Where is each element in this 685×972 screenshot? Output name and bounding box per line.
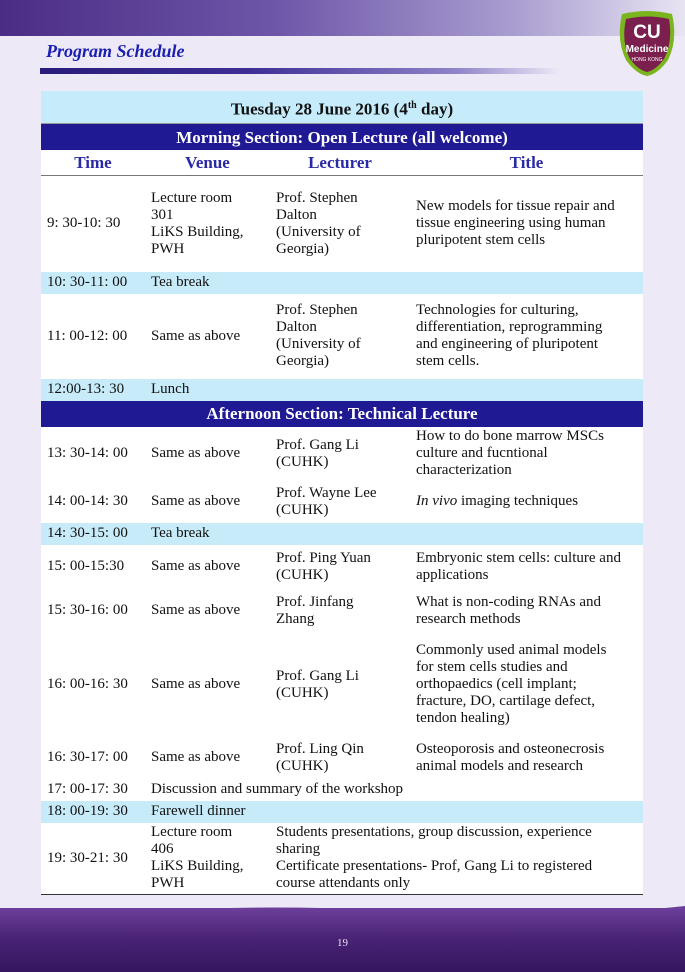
- time-cell: 14: 00-14: 30: [41, 481, 145, 523]
- title-cell: In vivo imaging techniques: [410, 481, 643, 523]
- time-cell: 17: 00-17: 30: [41, 779, 145, 801]
- lecturer-cell: Prof. Stephen Dalton (University of Georgia): [270, 176, 410, 272]
- schedule-row: [41, 779, 643, 801]
- title-cell: Commonly used animal models for stem cells studies and orthopaedics (cell implant; fracture, DO, cartilage defect, tendon healing): [410, 633, 643, 737]
- time-cell: 14: 30-15: 00: [41, 523, 145, 545]
- time-cell: 13: 30-14: 00: [41, 427, 145, 481]
- afternoon-section-row: [41, 401, 643, 427]
- page-number: 19: [337, 937, 348, 949]
- schedule-table: [41, 91, 643, 895]
- time-cell: 12:00-13: 30: [41, 379, 145, 401]
- schedule-row: [41, 176, 643, 272]
- break-label: Tea break: [145, 272, 643, 294]
- column-header-row: [41, 150, 643, 176]
- col-lecturer-header: Lecturer: [270, 150, 410, 176]
- venue-cell: Same as above: [145, 294, 270, 379]
- time-cell: 15: 00-15:30: [41, 545, 145, 589]
- lecturer-cell: Prof. Ling Qin (CUHK): [270, 737, 410, 779]
- break-label: Farewell dinner: [145, 801, 643, 823]
- logo-medicine-text: Medicine: [625, 44, 669, 55]
- venue-cell: Lecture room 406 LiKS Building, PWH: [145, 823, 270, 895]
- title-underline: [40, 68, 560, 74]
- logo-hongkong-text: HONG KONG: [631, 57, 663, 63]
- time-cell: 18: 00-19: 30: [41, 801, 145, 823]
- lecturer-cell: Prof. Gang Li (CUHK): [270, 633, 410, 737]
- title-cell: How to do bone marrow MSCs culture and fucntional characterization: [410, 427, 643, 481]
- day-title: Tuesday 28 June 2016 (4th day): [41, 91, 643, 124]
- cu-medicine-logo: [614, 10, 680, 76]
- title-cell: Technologies for culturing, differentiation, reprogramming and engineering of pluripotent stem cells.: [410, 294, 643, 379]
- schedule-row: [41, 737, 643, 779]
- venue-cell: Same as above: [145, 481, 270, 523]
- afternoon-section-title: Afternoon Section: Technical Lecture: [41, 401, 643, 427]
- morning-section-row: [41, 124, 643, 151]
- col-title-header: Title: [410, 150, 643, 176]
- lecturer-cell: Prof. Wayne Lee (CUHK): [270, 481, 410, 523]
- venue-cell: Lecture room 301 LiKS Building, PWH: [145, 176, 270, 272]
- activity-label: Discussion and summary of the workshop: [145, 779, 643, 801]
- schedule-row: [41, 589, 643, 633]
- time-cell: 9: 30-10: 30: [41, 176, 145, 272]
- break-row: [41, 801, 643, 823]
- title-cell: What is non-coding RNAs and research methods: [410, 589, 643, 633]
- page-title: Program Schedule: [46, 41, 185, 61]
- time-cell: 10: 30-11: 00: [41, 272, 145, 294]
- break-label: Tea break: [145, 523, 643, 545]
- time-cell: 16: 30-17: 00: [41, 737, 145, 779]
- schedule-row: [41, 633, 643, 737]
- time-cell: 16: 00-16: 30: [41, 633, 145, 737]
- logo-cu-text: CU: [633, 22, 661, 43]
- col-time-header: Time: [41, 150, 145, 176]
- lecturer-cell: Prof. Stephen Dalton (University of Georgia): [270, 294, 410, 379]
- activity-cell: Students presentations, group discussion, experience sharing Certificate presentations- Prof, Gang Li to registered course attendants only: [270, 823, 643, 895]
- schedule-row: [41, 481, 643, 523]
- col-venue-header: Venue: [145, 150, 270, 176]
- lecturer-cell: Prof. Gang Li (CUHK): [270, 427, 410, 481]
- schedule-row: [41, 294, 643, 379]
- time-cell: 19: 30-21: 30: [41, 823, 145, 895]
- time-cell: 11: 00-12: 00: [41, 294, 145, 379]
- title-cell: Embryonic stem cells: culture and applications: [410, 545, 643, 589]
- venue-cell: Same as above: [145, 737, 270, 779]
- venue-cell: Same as above: [145, 545, 270, 589]
- break-row: [41, 523, 643, 545]
- schedule-row: [41, 427, 643, 481]
- title-cell: Osteoporosis and osteonecrosis animal models and research: [410, 737, 643, 779]
- venue-cell: Same as above: [145, 427, 270, 481]
- day-header-row: [41, 91, 643, 124]
- break-label: Lunch: [145, 379, 643, 401]
- morning-section-title: Morning Section: Open Lecture (all welcome): [41, 124, 643, 151]
- break-row: [41, 272, 643, 294]
- title-cell: New models for tissue repair and tissue engineering using human pluripotent stem cells: [410, 176, 643, 272]
- lecturer-cell: Prof. Ping Yuan (CUHK): [270, 545, 410, 589]
- break-row: [41, 379, 643, 401]
- venue-cell: Same as above: [145, 589, 270, 633]
- venue-cell: Same as above: [145, 633, 270, 737]
- lecturer-cell: Prof. Jinfang Zhang: [270, 589, 410, 633]
- top-banner: [0, 0, 685, 36]
- time-cell: 15: 30-16: 00: [41, 589, 145, 633]
- schedule-row: [41, 823, 643, 895]
- schedule-row: [41, 545, 643, 589]
